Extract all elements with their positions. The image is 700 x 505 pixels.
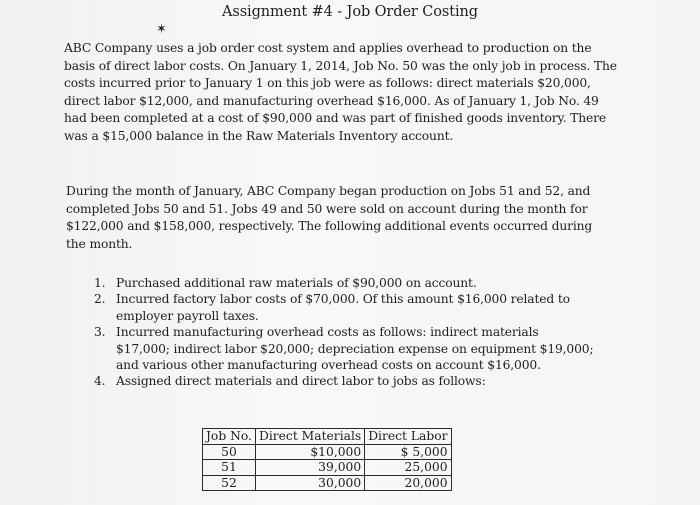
header-direct-labor: Direct Labor [365,429,451,445]
intro-paragraph: ABC Company uses a job order cost system and applies overhead to production on the basis of direct labor costs. On January 1, 2014, Job No. 50 was the only job in process. The costs incurred prior to January 1 on this job were as follows: direct materials $20,000, direct labor $12,000, and manufacturing overhead $16,000. As of January 1, Job No. 49 had been completed at a cost of $90,000 and was part of finished goods inventory. There was a $15,000 balance in the Raw Materials Inventory account. [64,41,617,143]
list-item-text: Incurred manufacturing overhead costs as follows: indirect materials $17,000; indirect labor $20,000; depreciation expense on equipment $19,000; and various other manufacturing overhead costs on account $16,000. [116,325,594,373]
job-no-cell: 52 [203,475,256,491]
direct-labor-cell: 20,000 [365,475,451,491]
page-title: Assignment #4 - Job Order Costing [222,4,478,20]
list-item-text: Assigned direct materials and direct labor to jobs as follows: [116,374,486,389]
table-row [203,444,452,460]
list-item [94,373,594,389]
header-job-no: Job No. [203,429,256,445]
table-row [203,460,452,476]
direct-materials-cell: $10,000 [255,444,364,460]
list-item-text: Purchased additional raw materials of $90,000 on account. [116,276,477,290]
list-item [94,275,594,291]
job-no-cell: 51 [203,460,256,476]
list-item-number: 2. [94,292,106,307]
header-direct-materials: Direct Materials [255,429,364,445]
list-item [94,291,594,324]
list-item [94,324,594,373]
pointer-mark-icon: ✶ [156,22,167,37]
table-header-row [203,429,452,445]
direct-materials-cell: 30,000 [255,475,364,491]
list-item-number: 1. [94,276,106,290]
list-item-number: 3. [94,325,106,340]
job-no-cell: 50 [203,444,256,460]
direct-labor-cell: 25,000 [365,460,451,476]
list-item-number: 4. [94,374,106,389]
direct-materials-cell: 39,000 [255,460,364,476]
table-row [203,475,452,491]
list-item-text: Incurred factory labor costs of $70,000. Of this amount $16,000 related to employer payroll taxes. [116,292,570,323]
events-list [94,275,594,390]
direct-labor-cell: $ 5,000 [365,444,451,460]
job-costs-table [202,428,452,491]
january-paragraph: During the month of January, ABC Company began production on Jobs 51 and 52, and completed Jobs 50 and 51. Jobs 49 and 50 were sold on account during the month for $122,000 and $158,000, respectively. The following additional events occurred during the month. [66,184,593,251]
